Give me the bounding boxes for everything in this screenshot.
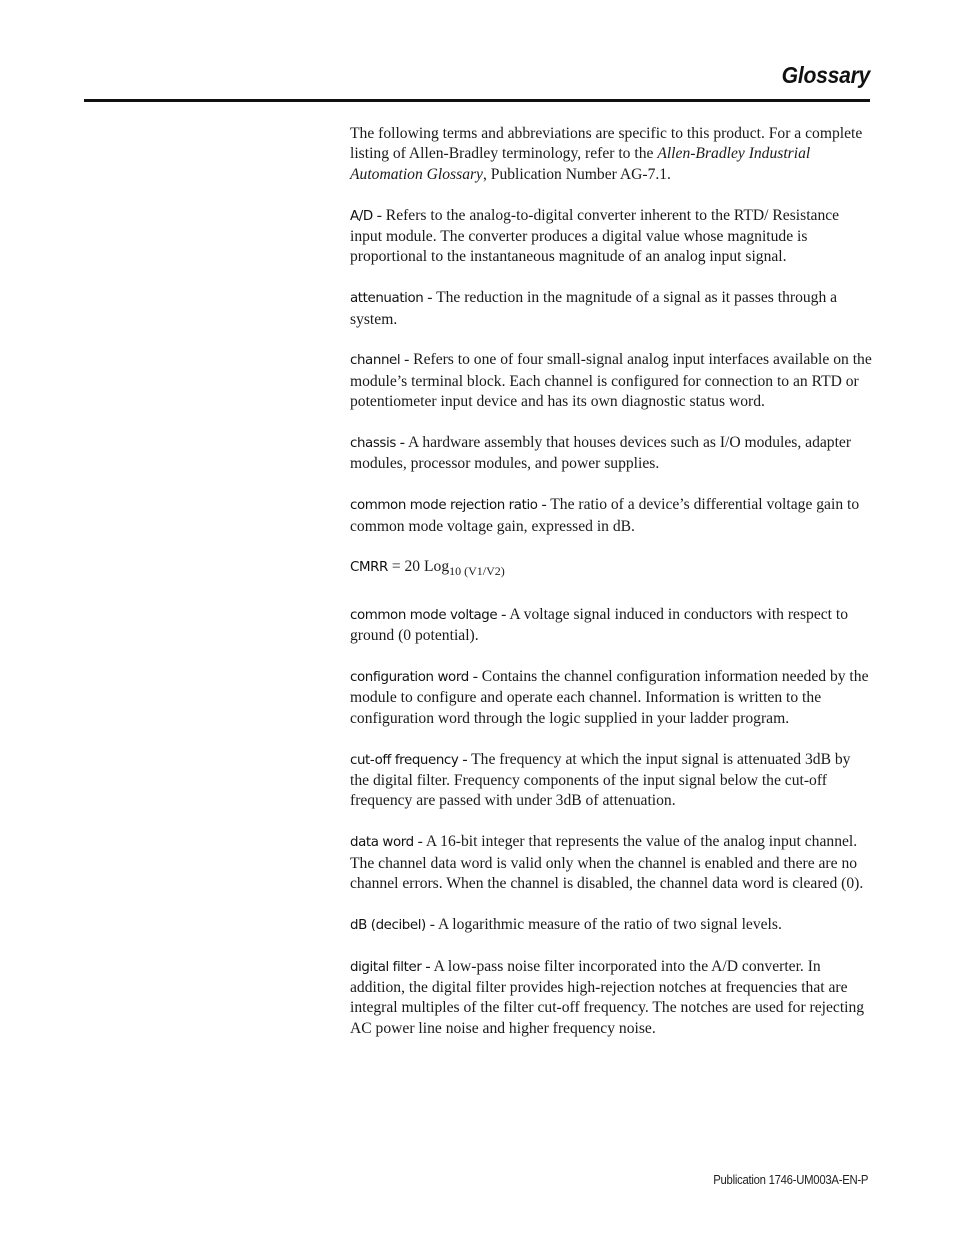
term-chassis: chassis [350,436,396,452]
term-channel: channel [350,353,401,369]
title-rule [84,99,870,102]
definition-chassis: - A hardware assembly that houses devices such as I/O modules, adapter modules, processor modules, and power supplies. [350,434,852,473]
term-configuration-word: configuration word [350,670,469,686]
definition-common-mode-rejection-ratio: - The ratio of a device’s differential voltage gain to common mode voltage gain, expressed in dB. [350,496,860,535]
definition-attenuation: - The reduction in the magnitude of a signal as it passes through a system. [350,289,838,328]
glossary-entry-chassis [350,433,872,475]
intro-text-start: The following terms and abbreviations are specific to this product. For a complete listing of Allen-Bradley terminology, refer to the [350,125,863,163]
term-cut-off-frequency: cut-off frequency [350,752,459,768]
glossary-entry-cut-off-frequency [350,750,872,812]
glossary-entry-db [350,915,872,936]
definition-common-mode-voltage: - A voltage signal induced in conductors with respect to ground (0 potential). [350,605,849,645]
term-attenuation: attenuation [350,291,424,307]
definition-data-word: - A 16-bit integer that represents the value of the analog input channel. The channel data word is valid only when the channel is enabled and there are no channel errors. When the channel is disabled, the channel data word is cleared (0). [350,833,864,893]
formula-expression: = 20 Log [387,558,450,576]
definition-channel: - Refers to one of four small-signal analog input interfaces available on the module’s terminal block. Each channel is configured for connection to an RTD or potentiometer input device and has its own diagnostic status word. [350,351,872,411]
definition-cut-off-frequency: - The frequency at which the input signal is attenuated 3dB by the digital filter. Frequency components of the input signal below the cut-off frequency are passed with under 3dB of attenuation. [350,750,851,810]
term-db-decibel: dB (decibel) [350,917,426,933]
glossary-entry-attenuation [350,288,872,330]
definition-db-decibel: - A logarithmic measure of the ratio of two signal levels. [425,915,782,933]
term-common-mode-rejection-ratio: common mode rejection ratio [350,498,538,514]
glossary-entry-a-d [350,206,872,268]
term-a-d: A/D [350,208,373,224]
glossary-entry-data-word [350,832,872,894]
term-digital-filter: digital filter [350,959,422,975]
definition-digital-filter: - A low-pass noise filter incorporated into the A/D converter. In addition, the digital filter provides high-rejection notches at frequencies that are integral multiples of the filter cut-off frequency. The notches are used for rejecting AC power line noise and higher frequency noise. [350,957,865,1037]
definition-configuration-word: - Contains the channel configuration information needed by the module to configure and operate each channel. Information is written to the configuration word through the logic supplied in your ladder program. [350,668,869,727]
page-title: Glossary [781,62,870,88]
glossary-entry-common-mode-voltage [350,605,872,647]
intro-text-end: , Publication Number AG-7.1. [482,165,671,183]
glossary-entry-digital-filter [350,957,872,1040]
formula-subscript: 10 (V1/V2) [449,564,505,579]
glossary-entry-cmrr-ratio [350,495,872,537]
glossary-entry-configuration-word [350,667,872,729]
glossary-content [350,124,872,1060]
intro-paragraph [350,124,872,185]
term-common-mode-voltage: common mode voltage [350,607,498,623]
cmrr-formula [350,557,872,581]
glossary-entry-channel [350,350,872,412]
glossary-reference: Allen-Bradley Industrial Automation Glossary [350,145,811,183]
formula-term: CMRR [350,560,388,576]
publication-footer: Publication 1746-UM003A-EN-P [713,1173,868,1187]
term-data-word: data word [350,835,414,851]
definition-a-d: - Refers to the analog-to-digital converter inherent to the RTD/ Resistance input module. The converter produces a digital value whose magnitude is proportional to the instantaneous magnitude of an analog input signal. [350,206,840,266]
